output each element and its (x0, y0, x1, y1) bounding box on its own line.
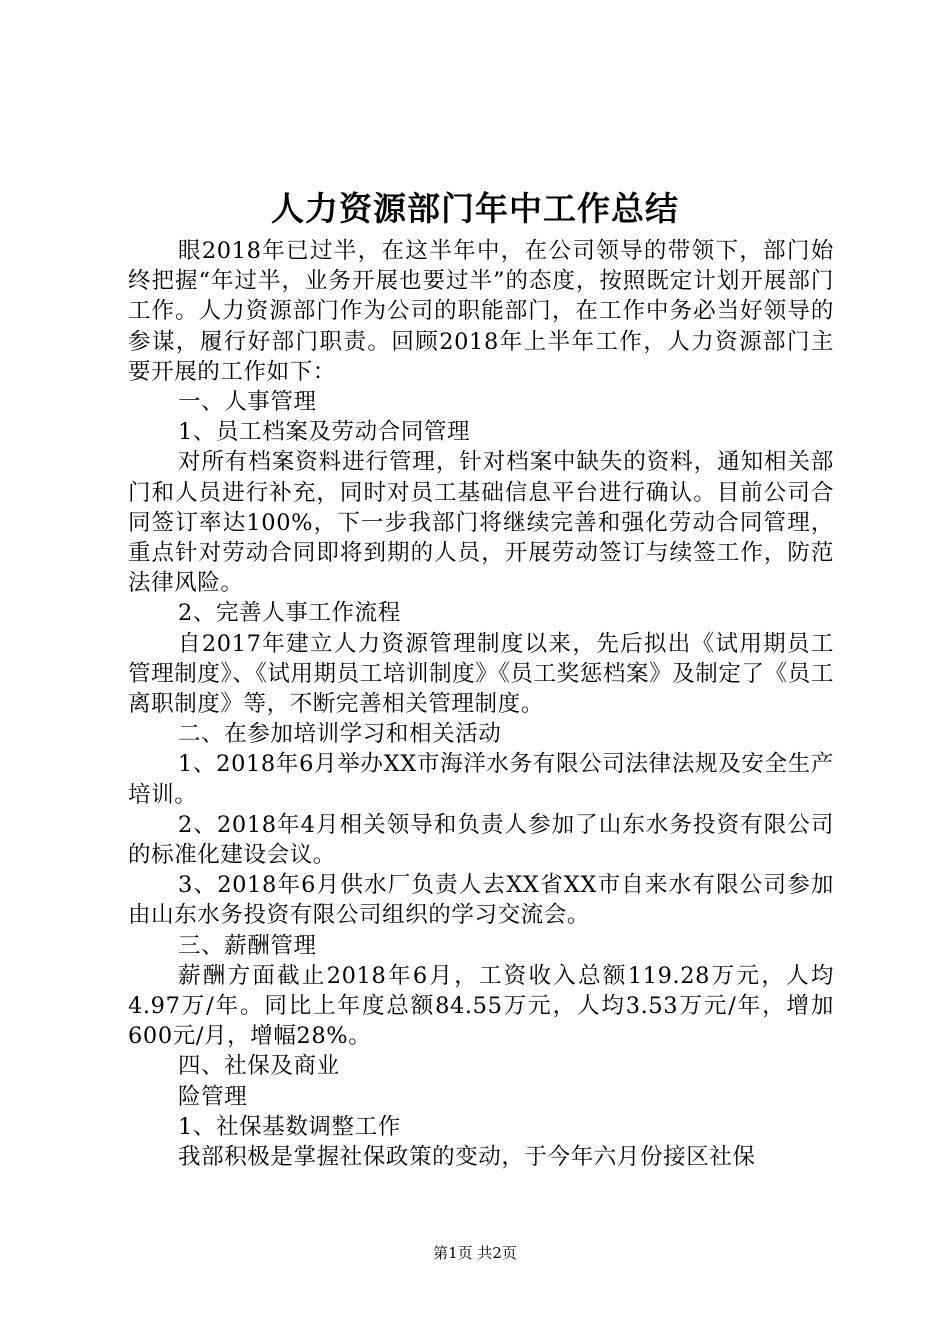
subheading-workflow: 2、完善人事工作流程 (178, 600, 401, 627)
document-title: 人力资源部门年中工作总结 (271, 189, 679, 228)
intro-paragraph: 眼2018年已过半，在这半年中，在公司领导的带领下，部门始终把握“年过半，业务开展也要过半”的态度，按照既定计划开展部门工作。人力资源部门作为公司的职能部门，在工作中务必当好领导的参谋，履行好部门职责。回顾2018年上半年工作，人力资源部门主要开展的工作如下： (128, 238, 834, 385)
document-body (128, 236, 834, 1172)
paragraph-training-2: 2、2018年4月相关领导和负责人参加了山东水务投资有限公司的标准化建设会议。 (128, 811, 834, 869)
section-heading-insurance: 四、社保及商业 (178, 1053, 340, 1080)
paragraph-workflow: 自2017年建立人力资源管理制度以来，先后拟出《试用期员工管理制度》、《试用期员工培训制度》《员工奖惩档案》及制定了《员工离职制度》等，不断完善相关管理制度。 (128, 630, 834, 718)
subheading-social-security: 1、社保基数调整工作 (178, 1113, 401, 1140)
paragraph-social-security: 我部积极是掌握社保政策的变动，于今年六月份接区社保 (178, 1144, 756, 1171)
paragraph-training-1: 1、2018年6月举办XX市海洋水务有限公司法律法规及安全生产培训。 (128, 751, 834, 808)
subheading-archives-contracts: 1、员工档案及劳动合同管理 (178, 419, 471, 446)
section-heading-training: 二、在参加培训学习和相关活动 (178, 721, 502, 748)
section-heading-salary: 三、薪酬管理 (178, 932, 317, 959)
section-heading-personnel: 一、人事管理 (178, 389, 317, 416)
paragraph-salary: 薪酬方面截止2018年6月，工资收入总额119.28万元，人均4.97万/年。同比上年度总额84.55万元，人均3.53万元/年，增加600元/月，增幅28%。 (128, 962, 834, 1050)
page-footer: 第1页 共2页 (433, 1244, 517, 1262)
paragraph-archives: 对所有档案资料进行管理，针对档案中缺失的资料，通知相关部门和人员进行补充，同时对员工基础信息平台进行确认。目前公司合同签订率达100%，下一步我部门将继续完善和强化劳动合同管理，重点针对劳动合同即将到期的人员，开展劳动签订与续签工作，防范法律风险。 (128, 449, 834, 597)
paragraph-training-3: 3、2018年6月供水厂负责人去XX省XX市自来水有限公司参加由山东水务投资有限公司组织的学习交流会。 (128, 872, 834, 929)
section-heading-insurance-cont: 险管理 (178, 1083, 248, 1110)
